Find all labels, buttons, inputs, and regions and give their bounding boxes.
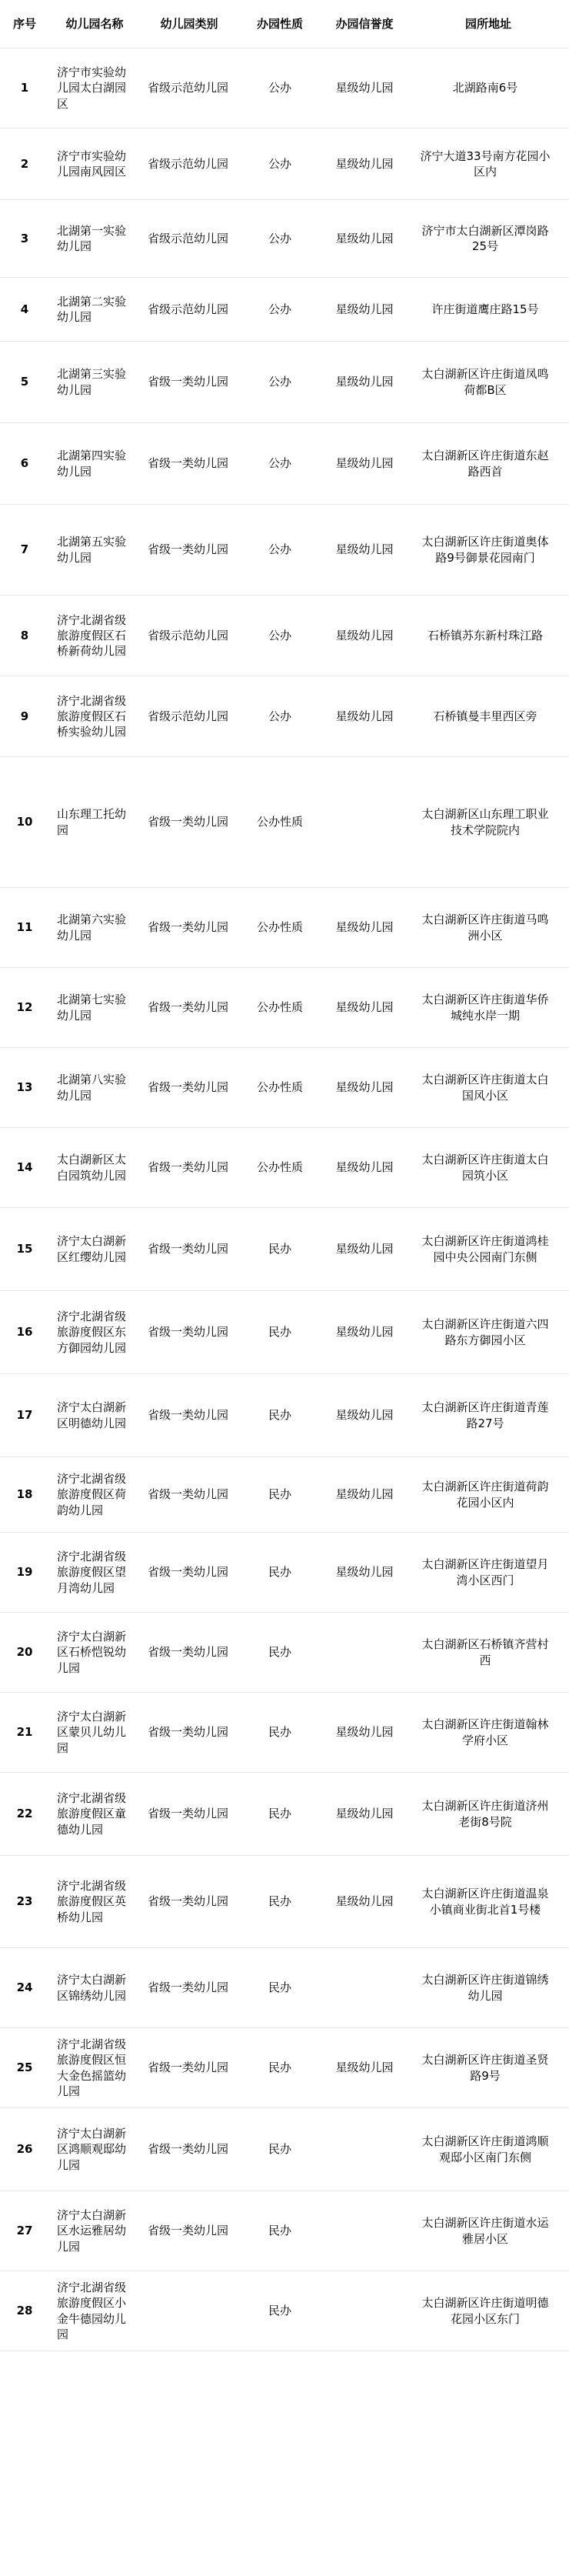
credit-rating <box>321 1948 408 2028</box>
credit-rating: 星级幼儿园 <box>321 1457 408 1533</box>
kindergarten-category: 省级示范幼儿园 <box>140 128 238 200</box>
table-row <box>0 1457 569 1533</box>
kindergarten-name: 济宁太白湖新区明德幼儿园 <box>49 1374 140 1457</box>
row-index: 13 <box>0 1048 49 1128</box>
operation-nature: 公办 <box>238 200 321 278</box>
kindergarten-category: 省级一类幼儿园 <box>140 757 238 888</box>
row-index: 16 <box>0 1291 49 1374</box>
kindergarten-category: 省级一类幼儿园 <box>140 1128 238 1208</box>
row-index: 9 <box>0 676 49 757</box>
kindergarten-category: 省级一类幼儿园 <box>140 1856 238 1948</box>
operation-nature: 公办 <box>238 596 321 676</box>
credit-rating <box>321 1613 408 1693</box>
kindergarten-category: 省级一类幼儿园 <box>140 423 238 505</box>
address: 太白湖新区许庄街道凤鸣荷都B区 <box>408 342 569 423</box>
address: 石桥镇苏东新村珠江路 <box>408 596 569 676</box>
kindergarten-name: 北湖第四实验幼儿园 <box>49 423 140 505</box>
operation-nature: 民办 <box>238 2108 321 2191</box>
operation-nature: 民办 <box>238 2191 321 2271</box>
kindergarten-name: 济宁市实验幼儿园太白湖园区 <box>49 48 140 128</box>
credit-rating <box>321 2271 408 2351</box>
table-row <box>0 342 569 423</box>
credit-rating: 星级幼儿园 <box>321 676 408 757</box>
kindergarten-category: 省级一类幼儿园 <box>140 888 238 968</box>
operation-nature: 公办性质 <box>238 888 321 968</box>
kindergarten-name: 济宁北湖省级旅游度假区童德幼儿园 <box>49 1773 140 1856</box>
kindergarten-name: 济宁太白湖新区锦绣幼儿园 <box>49 1948 140 2028</box>
row-index: 6 <box>0 423 49 505</box>
table-body <box>0 48 569 2351</box>
table-row <box>0 2271 569 2351</box>
credit-rating: 星级幼儿园 <box>321 2028 408 2108</box>
address: 太白湖新区许庄街道东赵路西首 <box>408 423 569 505</box>
address: 太白湖新区许庄街道鸿顺观邸小区南门东侧 <box>408 2108 569 2191</box>
address: 太白湖新区许庄街道济州老街8号院 <box>408 1773 569 1856</box>
row-index: 4 <box>0 278 49 342</box>
address: 太白湖新区许庄街道翰林学府小区 <box>408 1693 569 1773</box>
address: 太白湖新区许庄街道奥体路9号御景花园南门 <box>408 505 569 596</box>
row-index: 26 <box>0 2108 49 2191</box>
operation-nature: 民办 <box>238 2271 321 2351</box>
table-row <box>0 596 569 676</box>
kindergarten-name: 济宁太白湖新区蒙贝儿幼儿园 <box>49 1693 140 1773</box>
row-index: 17 <box>0 1374 49 1457</box>
table-row <box>0 757 569 888</box>
operation-nature: 民办 <box>238 1374 321 1457</box>
table-row <box>0 888 569 968</box>
table-row <box>0 1948 569 2028</box>
kindergarten-name: 北湖第二实验幼儿园 <box>49 278 140 342</box>
operation-nature: 公办 <box>238 505 321 596</box>
kindergarten-category: 省级一类幼儿园 <box>140 505 238 596</box>
table-row <box>0 128 569 200</box>
kindergarten-category: 省级一类幼儿园 <box>140 2108 238 2191</box>
operation-nature: 公办性质 <box>238 1128 321 1208</box>
operation-nature: 公办 <box>238 48 321 128</box>
table-row <box>0 1856 569 1948</box>
address: 太白湖新区山东理工职业技术学院院内 <box>408 757 569 888</box>
kindergarten-name: 山东理工托幼园 <box>49 757 140 888</box>
row-index: 8 <box>0 596 49 676</box>
row-index: 14 <box>0 1128 49 1208</box>
address: 太白湖新区许庄街道荷韵花园小区内 <box>408 1457 569 1533</box>
credit-rating: 星级幼儿园 <box>321 1048 408 1128</box>
operation-nature: 公办性质 <box>238 1048 321 1128</box>
table-row <box>0 200 569 278</box>
table-row <box>0 1374 569 1457</box>
kindergarten-name: 济宁北湖省级旅游度假区荷韵幼儿园 <box>49 1457 140 1533</box>
credit-rating: 星级幼儿园 <box>321 1208 408 1291</box>
operation-nature: 公办 <box>238 278 321 342</box>
address: 北湖路南6号 <box>408 48 569 128</box>
row-index: 15 <box>0 1208 49 1291</box>
address: 太白湖新区许庄街道望月湾小区西门 <box>408 1533 569 1613</box>
row-index: 10 <box>0 757 49 888</box>
credit-rating: 星级幼儿园 <box>321 596 408 676</box>
kindergarten-name: 济宁北湖省级旅游度假区恒大金色摇篮幼儿园 <box>49 2028 140 2108</box>
table-row <box>0 48 569 128</box>
table-row <box>0 2191 569 2271</box>
kindergarten-category: 省级一类幼儿园 <box>140 1374 238 1457</box>
kindergarten-category: 省级一类幼儿园 <box>140 1048 238 1128</box>
kindergarten-name: 济宁太白湖新区水运雅居幼儿园 <box>49 2191 140 2271</box>
credit-rating: 星级幼儿园 <box>321 505 408 596</box>
operation-nature: 民办 <box>238 1291 321 1374</box>
row-index: 12 <box>0 968 49 1048</box>
credit-rating: 星级幼儿园 <box>321 423 408 505</box>
row-index: 5 <box>0 342 49 423</box>
kindergarten-category: 省级示范幼儿园 <box>140 596 238 676</box>
table-row <box>0 1048 569 1128</box>
operation-nature: 民办 <box>238 1533 321 1613</box>
address: 太白湖新区许庄街道六四路东方御园小区 <box>408 1291 569 1374</box>
operation-nature: 民办 <box>238 1208 321 1291</box>
address: 太白湖新区许庄街道鸿桂园中央公园南门东侧 <box>408 1208 569 1291</box>
credit-rating <box>321 757 408 888</box>
kindergarten-category: 省级示范幼儿园 <box>140 676 238 757</box>
kindergarten-name: 太白湖新区太白园筑幼儿园 <box>49 1128 140 1208</box>
table-row <box>0 1291 569 1374</box>
table-row <box>0 968 569 1048</box>
kindergarten-name: 济宁北湖省级旅游度假区小金牛德园幼儿园 <box>49 2271 140 2351</box>
row-index: 7 <box>0 505 49 596</box>
address: 太白湖新区许庄街道锦绣幼儿园 <box>408 1948 569 2028</box>
operation-nature: 民办 <box>238 1457 321 1533</box>
kindergarten-category: 省级一类幼儿园 <box>140 1693 238 1773</box>
table-row <box>0 1208 569 1291</box>
kindergarten-name: 北湖第七实验幼儿园 <box>49 968 140 1048</box>
table-header-row <box>0 0 569 48</box>
row-index: 23 <box>0 1856 49 1948</box>
operation-nature: 民办 <box>238 1693 321 1773</box>
table-row <box>0 505 569 596</box>
kindergarten-name: 济宁太白湖新区鸿顺观邸幼儿园 <box>49 2108 140 2191</box>
address: 太白湖新区许庄街道太白园筑小区 <box>408 1128 569 1208</box>
credit-rating <box>321 2108 408 2191</box>
row-index: 18 <box>0 1457 49 1533</box>
table-row <box>0 1773 569 1856</box>
kindergarten-category: 省级一类幼儿园 <box>140 1948 238 2028</box>
address: 济宁大道33号南方花园小区内 <box>408 128 569 200</box>
operation-nature: 公办性质 <box>238 757 321 888</box>
header-address: 园所地址 <box>408 0 569 48</box>
kindergarten-category: 省级一类幼儿园 <box>140 2028 238 2108</box>
kindergarten-category: 省级一类幼儿园 <box>140 1533 238 1613</box>
kindergarten-category: 省级示范幼儿园 <box>140 278 238 342</box>
operation-nature: 民办 <box>238 1856 321 1948</box>
credit-rating: 星级幼儿园 <box>321 1856 408 1948</box>
operation-nature: 民办 <box>238 1613 321 1693</box>
table-row <box>0 278 569 342</box>
address: 太白湖新区许庄街道华侨城纯水岸一期 <box>408 968 569 1048</box>
credit-rating: 星级幼儿园 <box>321 1533 408 1613</box>
row-index: 1 <box>0 48 49 128</box>
operation-nature: 公办 <box>238 128 321 200</box>
row-index: 22 <box>0 1773 49 1856</box>
kindergarten-category: 省级一类幼儿园 <box>140 342 238 423</box>
kindergarten-category: 省级一类幼儿园 <box>140 2191 238 2271</box>
address: 太白湖新区许庄街道太白国风小区 <box>408 1048 569 1128</box>
row-index: 20 <box>0 1613 49 1693</box>
row-index: 11 <box>0 888 49 968</box>
kindergarten-name: 济宁北湖省级旅游度假区石桥实验幼儿园 <box>49 676 140 757</box>
address: 太白湖新区许庄街道马鸣洲小区 <box>408 888 569 968</box>
row-index: 28 <box>0 2271 49 2351</box>
operation-nature: 公办 <box>238 342 321 423</box>
address: 济宁市太白湖新区潭岗路25号 <box>408 200 569 278</box>
kindergarten-category: 省级示范幼儿园 <box>140 48 238 128</box>
table-row <box>0 1693 569 1773</box>
table-row <box>0 2108 569 2191</box>
kindergarten-category: 省级一类幼儿园 <box>140 968 238 1048</box>
credit-rating: 星级幼儿园 <box>321 128 408 200</box>
operation-nature: 民办 <box>238 2028 321 2108</box>
kindergarten-category <box>140 2271 238 2351</box>
table-row <box>0 676 569 757</box>
credit-rating: 星级幼儿园 <box>321 1693 408 1773</box>
operation-nature: 公办 <box>238 423 321 505</box>
header-nature: 办园性质 <box>238 0 321 48</box>
kindergarten-category: 省级一类幼儿园 <box>140 1208 238 1291</box>
credit-rating: 星级幼儿园 <box>321 1291 408 1374</box>
row-index: 24 <box>0 1948 49 2028</box>
operation-nature: 民办 <box>238 1948 321 2028</box>
kindergarten-name: 济宁北湖省级旅游度假区英桥幼儿园 <box>49 1856 140 1948</box>
address: 太白湖新区许庄街道明德花园小区东门 <box>408 2271 569 2351</box>
row-index: 27 <box>0 2191 49 2271</box>
kindergarten-category: 省级一类幼儿园 <box>140 1773 238 1856</box>
table-row <box>0 423 569 505</box>
address: 太白湖新区许庄街道圣贤路9号 <box>408 2028 569 2108</box>
row-index: 25 <box>0 2028 49 2108</box>
kindergarten-category: 省级示范幼儿园 <box>140 200 238 278</box>
credit-rating: 星级幼儿园 <box>321 1128 408 1208</box>
row-index: 21 <box>0 1693 49 1773</box>
operation-nature: 公办 <box>238 676 321 757</box>
header-name: 幼儿园名称 <box>49 0 140 48</box>
table-row <box>0 1128 569 1208</box>
kindergarten-name: 济宁北湖省级旅游度假区石桥新荷幼儿园 <box>49 596 140 676</box>
row-index: 2 <box>0 128 49 200</box>
credit-rating: 星级幼儿园 <box>321 48 408 128</box>
credit-rating: 星级幼儿园 <box>321 200 408 278</box>
kindergarten-name: 济宁太白湖新区红缨幼儿园 <box>49 1208 140 1291</box>
credit-rating: 星级幼儿园 <box>321 1374 408 1457</box>
address: 许庄街道鹰庄路15号 <box>408 278 569 342</box>
kindergarten-name: 北湖第三实验幼儿园 <box>49 342 140 423</box>
row-index: 3 <box>0 200 49 278</box>
operation-nature: 公办性质 <box>238 968 321 1048</box>
table-row <box>0 1613 569 1693</box>
header-category: 幼儿园类别 <box>140 0 238 48</box>
credit-rating <box>321 2191 408 2271</box>
address: 太白湖新区许庄街道温泉小镇商业街北首1号楼 <box>408 1856 569 1948</box>
credit-rating: 星级幼儿园 <box>321 968 408 1048</box>
address: 石桥镇曼丰里西区旁 <box>408 676 569 757</box>
kindergarten-name: 济宁北湖省级旅游度假区望月湾幼儿园 <box>49 1533 140 1613</box>
kindergarten-name: 北湖第一实验幼儿园 <box>49 200 140 278</box>
kindergarten-name: 济宁太白湖新区石桥恺锐幼儿园 <box>49 1613 140 1693</box>
address: 太白湖新区许庄街道水运雅居小区 <box>408 2191 569 2271</box>
operation-nature: 民办 <box>238 1773 321 1856</box>
table-row <box>0 1533 569 1613</box>
header-index: 序号 <box>0 0 49 48</box>
kindergarten-name: 济宁市实验幼儿园南风园区 <box>49 128 140 200</box>
table-row <box>0 2028 569 2108</box>
credit-rating: 星级幼儿园 <box>321 888 408 968</box>
kindergarten-name: 北湖第六实验幼儿园 <box>49 888 140 968</box>
header-credit: 办园信誉度 <box>321 0 408 48</box>
row-index: 19 <box>0 1533 49 1613</box>
address: 太白湖新区许庄街道青莲路27号 <box>408 1374 569 1457</box>
credit-rating: 星级幼儿园 <box>321 278 408 342</box>
credit-rating: 星级幼儿园 <box>321 342 408 423</box>
address: 太白湖新区石桥镇齐营村西 <box>408 1613 569 1693</box>
kindergarten-name: 北湖第五实验幼儿园 <box>49 505 140 596</box>
kindergarten-category: 省级一类幼儿园 <box>140 1291 238 1374</box>
kindergarten-name: 北湖第八实验幼儿园 <box>49 1048 140 1128</box>
credit-rating: 星级幼儿园 <box>321 1773 408 1856</box>
kindergarten-category: 省级一类幼儿园 <box>140 1457 238 1533</box>
kindergarten-category: 省级一类幼儿园 <box>140 1613 238 1693</box>
kindergarten-name: 济宁北湖省级旅游度假区东方御园幼儿园 <box>49 1291 140 1374</box>
